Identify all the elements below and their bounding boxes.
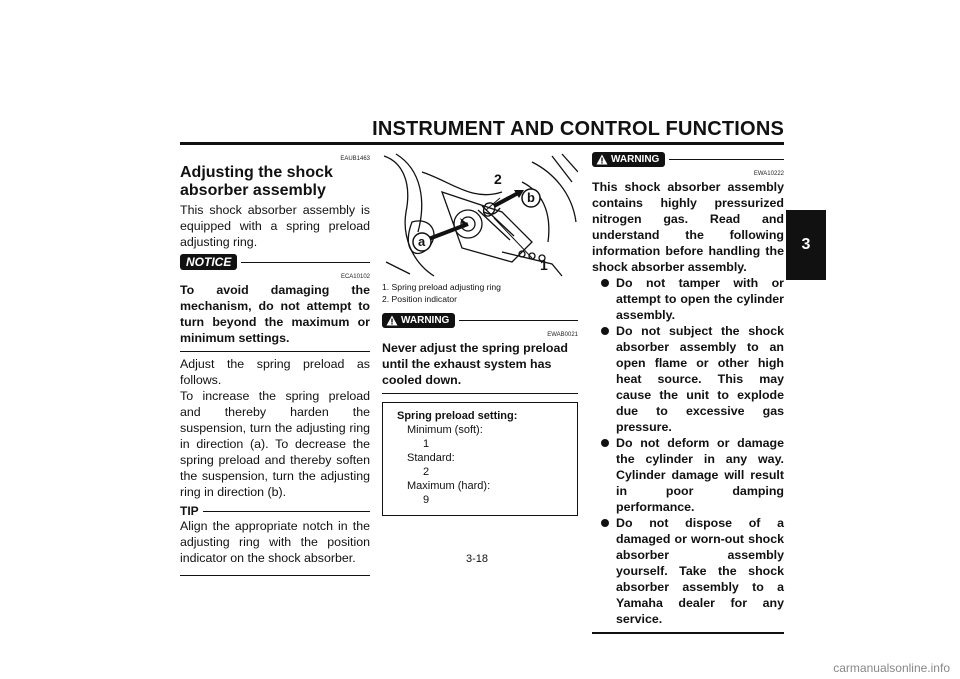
settings-std-label: Standard:: [407, 452, 455, 464]
callout-1-label: 1: [540, 257, 548, 273]
middle-column: [382, 152, 578, 516]
header-rule: [180, 142, 784, 145]
tip-rule: [203, 511, 370, 512]
warning-bullet-item: [592, 435, 784, 515]
settings-std-value: 2: [423, 466, 430, 478]
bullet-dot: [601, 327, 609, 335]
tip-text: Align the appropriate notch in the adjusting ring with the position indicator on the shock absorber.: [180, 519, 370, 565]
warning-label-middle: WARNING: [401, 315, 450, 326]
warning-triangle-icon: [596, 154, 608, 165]
right-column: [592, 152, 784, 634]
warning-bullet-item: [592, 323, 784, 435]
warning-badge-right: [592, 152, 665, 167]
warning-code-middle: EWAB0021: [547, 332, 578, 338]
section-code: EAUB1463: [340, 156, 370, 162]
notice-badge: NOTICE: [180, 254, 237, 270]
notice-rule: [241, 262, 370, 263]
section-title: Adjusting the shock absorber assembly: [180, 164, 333, 199]
shock-absorber-figure: [382, 152, 578, 278]
warning-end-rule-right: [592, 632, 784, 634]
callout-2-label: 2: [494, 171, 502, 187]
notice-code: ECA10102: [340, 274, 370, 280]
direction-a-label: a: [418, 234, 426, 249]
warning-code-right: EWA10222: [753, 171, 784, 177]
page-header-title: INSTRUMENT AND CONTROL FUNCTIONS: [372, 118, 784, 140]
warning-bullet-list: [592, 275, 784, 627]
tip-end-rule: [180, 575, 370, 576]
body-text-1: Adjust the spring preload as follows.: [180, 357, 370, 387]
bullet-dot: [601, 439, 609, 447]
bullet-dot: [601, 519, 609, 527]
tip-label: TIP: [180, 504, 199, 518]
chapter-tab: 3: [786, 210, 826, 280]
warning-triangle-icon: [386, 315, 398, 326]
notice-text: To avoid damaging the mechanism, do not attempt to turn beyond the maximum or minimum settings.: [180, 283, 370, 345]
left-column: [180, 152, 370, 576]
settings-min-value: 1: [423, 438, 430, 450]
warning-label-right: WARNING: [611, 154, 660, 165]
warning-header-right: [592, 152, 784, 167]
warning-bullet-text: Do not deform or damage the cylinder in any way. Cylinder damage will result in poor damping performance.: [616, 436, 784, 514]
notice-end-rule: [180, 351, 370, 352]
warning-badge-middle: [382, 313, 455, 328]
body-text-2: To increase the spring preload and thereby harden the suspension, turn the adjusting ring in direction (a). To decrease the spring preload and thereby soften the suspension, turn the adjusting ring in direction (b).: [180, 389, 370, 499]
watermark: carmanualsonline.info: [833, 661, 950, 675]
warning-bullet-text: Do not subject the shock absorber assembly to an open flame or other high heat source. This may cause the unit to explode due to excessive gas pressure.: [616, 324, 784, 434]
notice-header: [180, 254, 370, 270]
intro-text: This shock absorber assembly is equipped with a spring preload adjusting ring.: [180, 203, 370, 249]
warning-bullet-text: Do not tamper with or attempt to open the cylinder assembly.: [616, 276, 784, 322]
settings-title: Spring preload setting:: [397, 410, 518, 422]
spring-preload-settings-box: [382, 402, 578, 516]
warning-text-middle: Never adjust the spring preload until the exhaust system has cooled down.: [382, 341, 568, 387]
settings-min-label: Minimum (soft):: [407, 424, 483, 436]
bullet-dot: [601, 279, 609, 287]
shock-absorber-illustration: [382, 152, 578, 278]
warning-bullet-item: [592, 515, 784, 627]
direction-b-label: b: [527, 190, 535, 205]
warning-bullet-item: [592, 275, 784, 323]
figure-caption-2: 2. Position indicator: [382, 294, 457, 304]
settings-max-value: 9: [423, 494, 430, 506]
figure-caption-1: 1. Spring preload adjusting ring: [382, 282, 501, 292]
warning-bullet-text: Do not dispose of a damaged or worn-out shock absorber assembly yourself. Take the shock absorber assembly to a Yamaha dealer for any service.: [616, 516, 784, 626]
warning-end-rule-middle: [382, 393, 578, 394]
settings-max-label: Maximum (hard):: [407, 480, 491, 492]
warning-text-right: This shock absorber assembly contains highly pressurized nitrogen gas. Read and understand the following information before handling the shock absorber assembly.: [592, 180, 784, 274]
tip-header: [180, 504, 370, 518]
warning-header-middle: [382, 313, 578, 328]
warning-rule-right: [669, 159, 784, 160]
warning-rule-middle: [459, 320, 578, 321]
page-number: 3-18: [466, 553, 489, 565]
